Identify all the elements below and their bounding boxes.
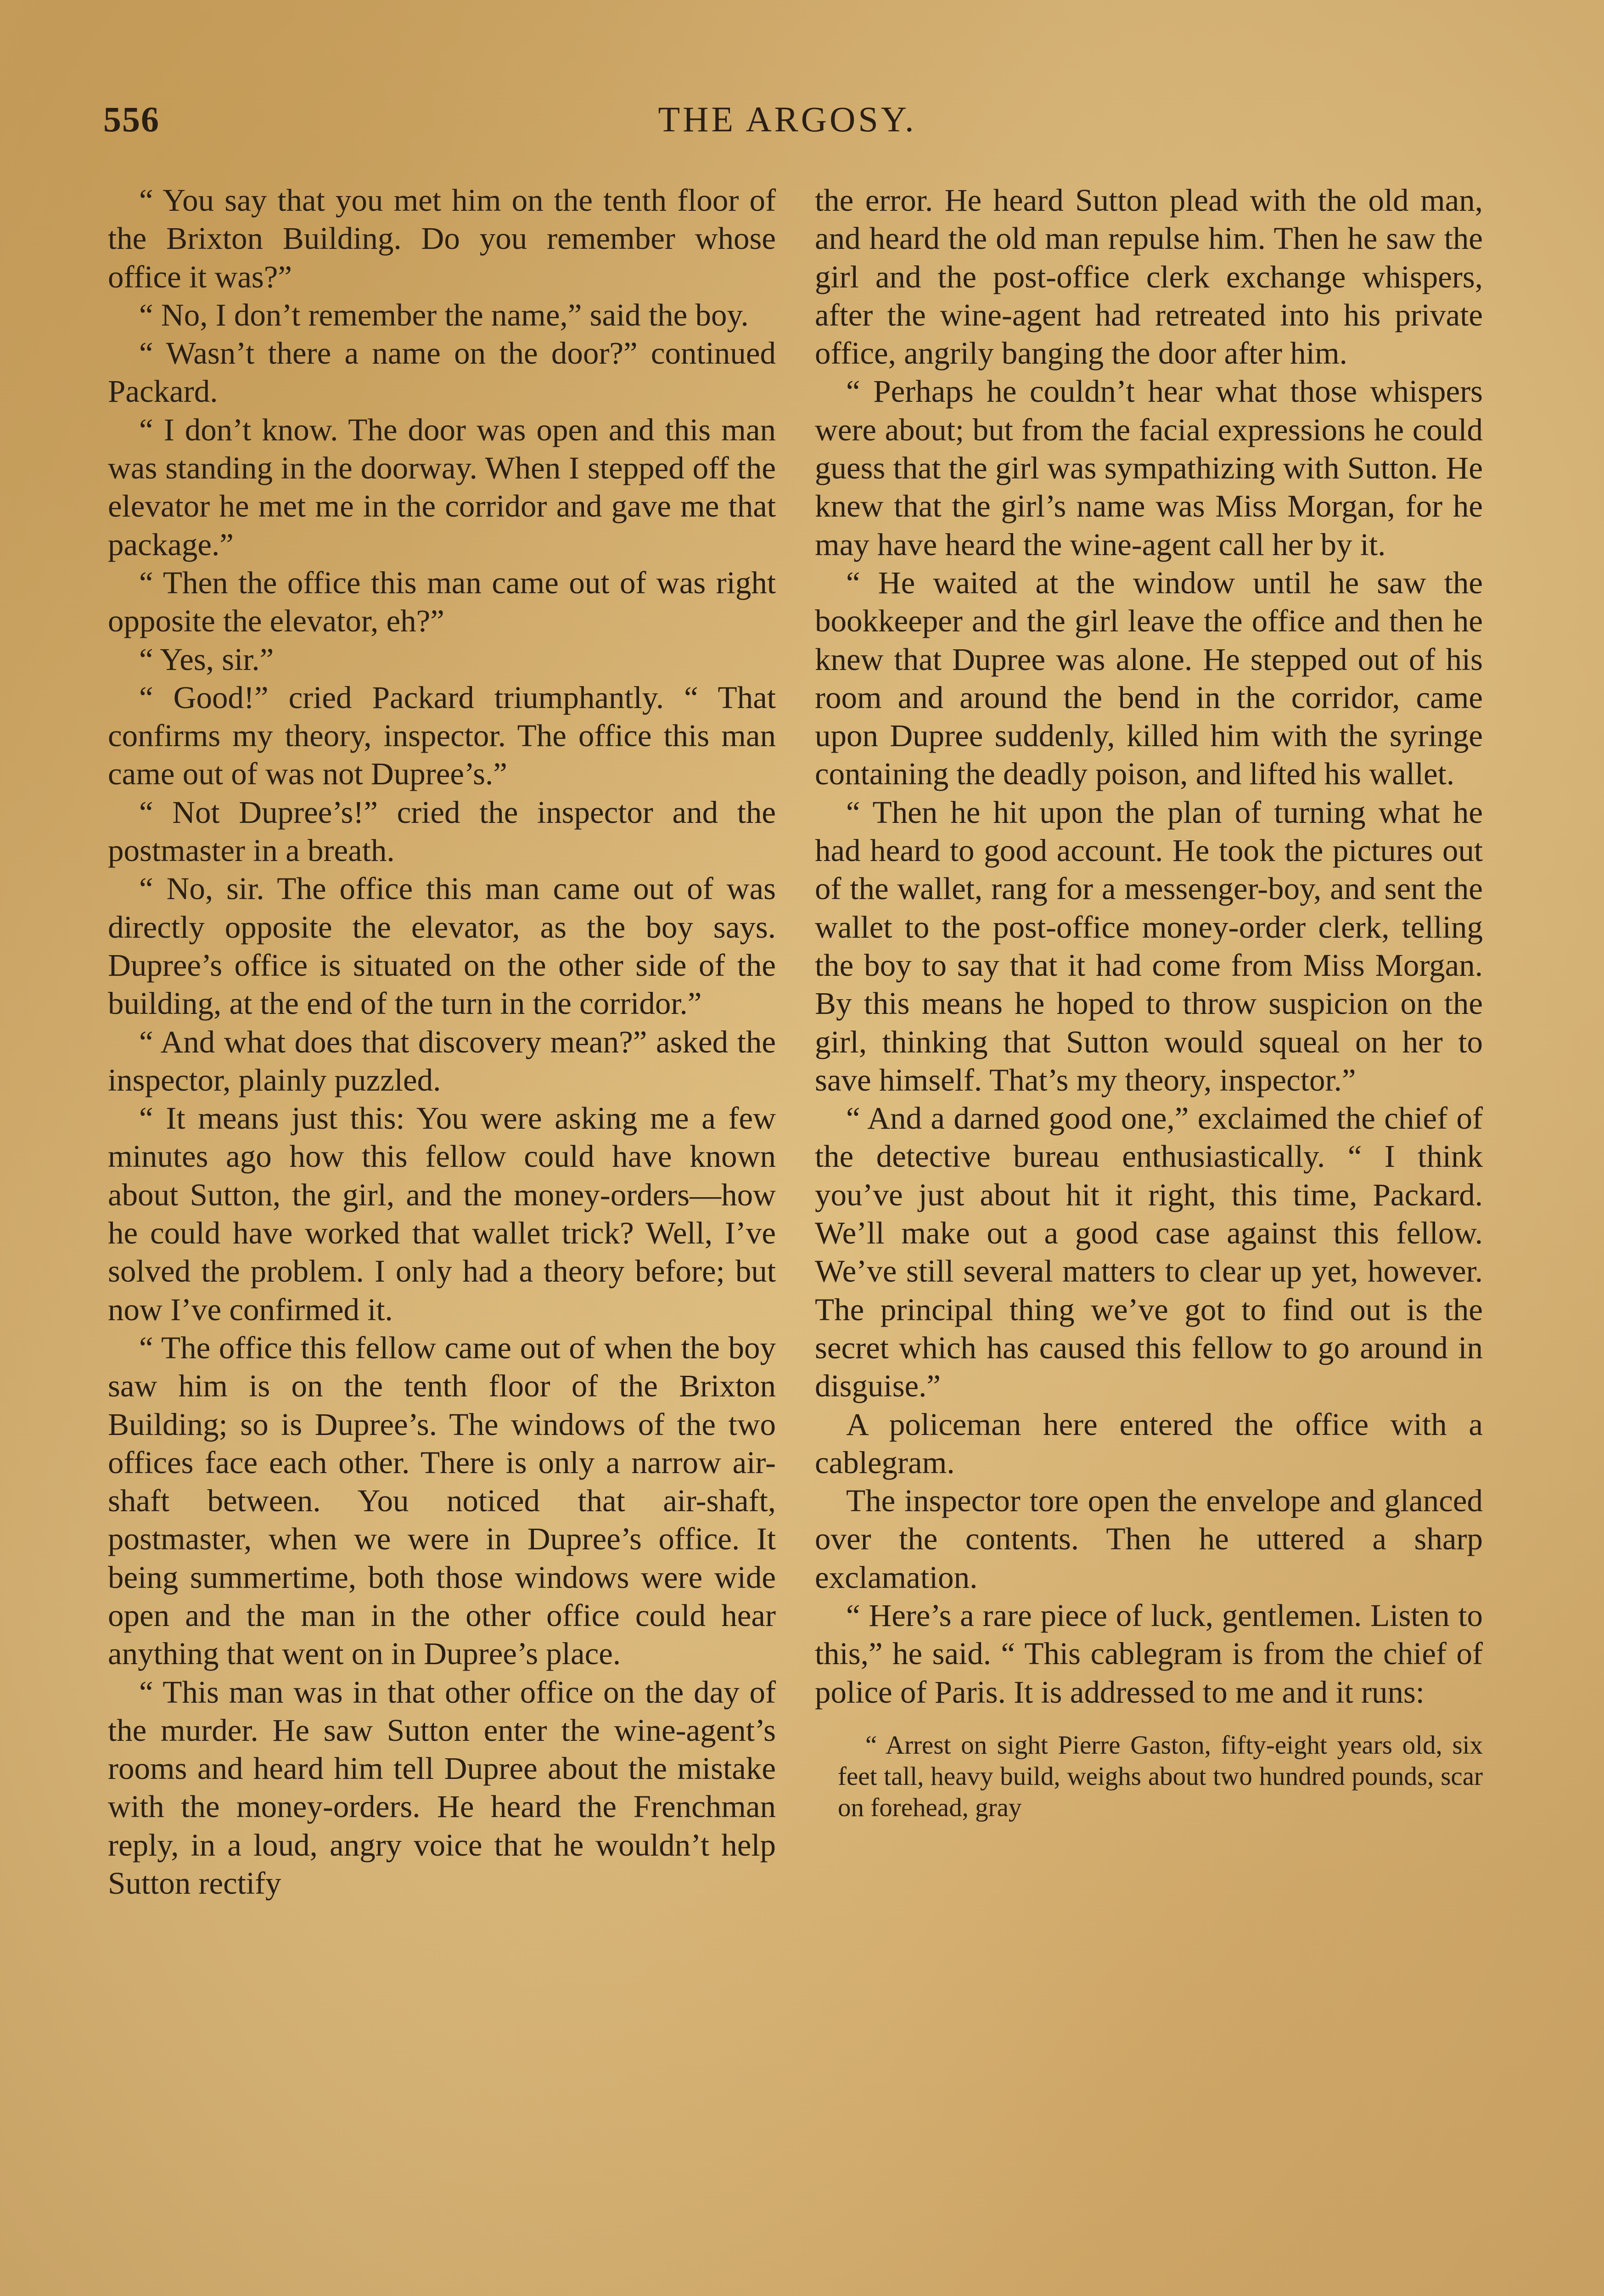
paragraph: “ I don’t know. The door was open and this man was standing in the doorway. When I stepped off the elevator he met me in the corridor and gave me that package.” [108,412,776,562]
paragraph: “ No, I don’t remember the name,” said the boy. [139,297,749,332]
paragraph: “ Then he hit upon the plan of turning what he had heard to good account. He took the pictures out of the wallet, rang for a messenger-boy, and sent the wallet to the post-office money-order clerk, telling the boy to say that it had come from Miss Morgan. By this means he hoped to throw suspicion on the girl, thinking that Sutton would squeal on her to save himself. That’s my theory, inspector.” [815,794,1483,1097]
right-column [815,181,1483,1823]
cablegram-text: “ Arrest on sight Pierre Gaston, fifty-eight years old, six feet tall, heavy build, weighs about two hundred pounds, scar on forehead, gray [838,1730,1483,1822]
paragraph: “ You say that you met him on the tenth floor of the Brixton Building. Do you remember whose office it was?” [108,183,776,294]
paragraph: “ Yes, sir.” [139,642,274,677]
paragraph: “ Not Dupree’s!” cried the inspector and the postmaster in a breath. [108,794,776,868]
paragraph: “ Wasn’t there a name on the door?” continued Packard. [108,336,776,409]
paragraph: “ Good!” cried Packard triumphantly. “ That confirms my theory, inspector. The office this man came out of was not Dupree’s.” [108,680,776,792]
paragraph: “ This man was in that other office on the day of the murder. He saw Sutton enter the wine-agent’s rooms and heard him tell Dupree about the mistake with the money-orders. He heard the Frenchman reply, in a loud, angry voice that he wouldn’t help Sutton rectify [108,1674,776,1901]
paragraph: A policeman here entered the office with a cablegram. [815,1407,1483,1480]
paragraph-continuation: the error. He heard Sutton plead with the old man, and heard the old man repulse him. Then he saw the girl and the post-office clerk exchange whispers, after the wine-agent had retreated into his private office, angrily banging the door after him. [815,183,1483,371]
paragraph: “ And a darned good one,” exclaimed the chief of the detective bureau enthusiastically. “ I think you’ve just about hit it right, this time, Packard. We’ll make out a good case against this fellow. We’ve still several matters to clear up yet, however. The principal thing we’ve got to find out is the secret which has caused this fellow to go around in disguise.” [815,1101,1483,1404]
paragraph: “ And what does that discovery mean?” asked the inspector, plainly puzzled. [108,1024,776,1097]
paragraph: “ Then the office this man came out of was right opposite the elevator, eh?” [108,565,776,639]
paragraph: “ Perhaps he couldn’t hear what those whispers were about; but from the facial expressions he could guess that the girl was sympathizing with Sutton. He knew that the girl’s name was Miss Morgan, for he may have heard the wine-agent call her by it. [815,374,1483,562]
page-header [103,99,1471,149]
paragraph: “ The office this fellow came out of when the boy saw him is on the tenth floor of the Brixton Building; so is Dupree’s. The windows of the two offices face each other. There is only a narrow air-shaft between. You noticed that air-shaft, postmaster, when we were in Dupree’s office. It being summertime, both those windows were wide open and the man in the other office could hear anything that went on in Dupree’s place. [108,1330,776,1671]
paragraph: “ It means just this: You were asking me a few minutes ago how this fellow could have known about Sutton, the girl, and the money-orders—how he could have worked that wallet trick? Well, I’ve solved the problem. I only had a theory before; but now I’ve confirmed it. [108,1101,776,1327]
left-column [108,181,776,1902]
cablegram-quote [838,1730,1483,1823]
paragraph: The inspector tore open the envelope and glanced over the contents. Then he uttered a sharp exclamation. [815,1483,1483,1595]
paragraph: “ No, sir. The office this man came out of was directly opposite the elevator, as the boy says. Dupree’s office is situated on the other side of the building, at the end of the turn in the corridor.” [108,871,776,1021]
paragraph: “ Here’s a rare piece of luck, gentlemen. Listen to this,” he said. “ This cablegram is from the chief of police of Paris. It is addressed to me and it runs: [815,1598,1483,1710]
paragraph: “ He waited at the window until he saw the bookkeeper and the girl leave the office and then he knew that Dupree was alone. He stepped out of his room and around the bend in the corridor, came upon Dupree suddenly, killed him with the syringe containing the deadly poison, and lifted his wallet. [815,565,1483,792]
running-title: THE ARGOSY. [658,99,917,139]
page-number: 556 [103,99,160,139]
